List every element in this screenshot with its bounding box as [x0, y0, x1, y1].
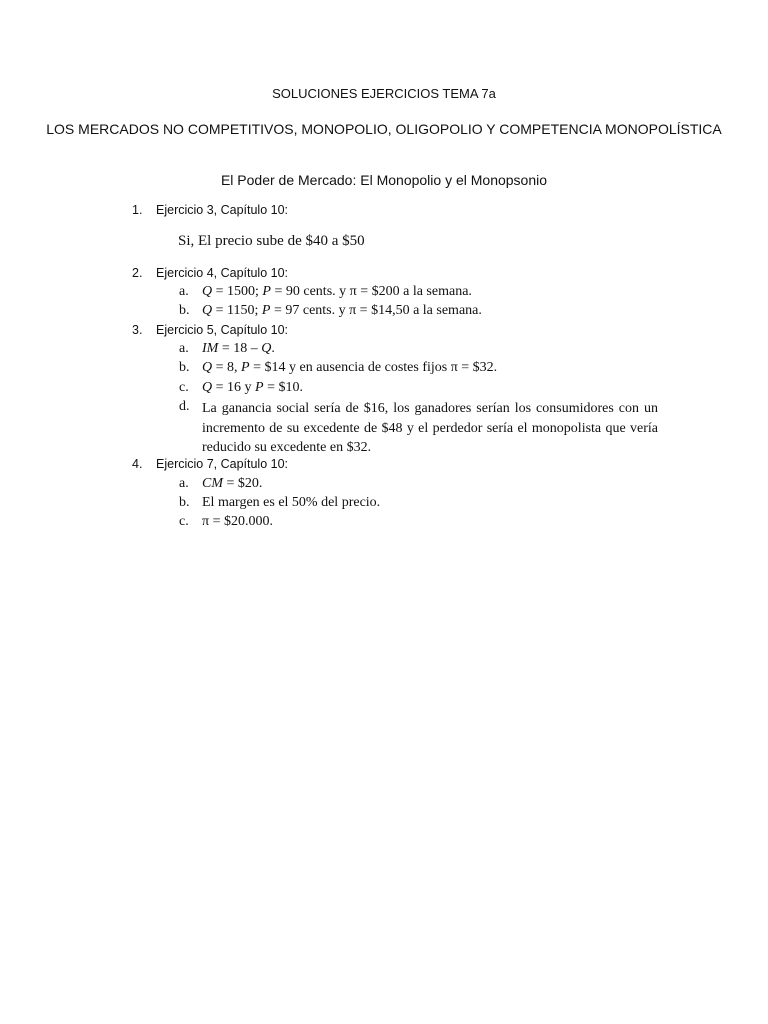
item-answer: CM = $20.: [202, 476, 263, 491]
item-letter: c.: [179, 380, 189, 395]
item-answer: El margen es el 50% del precio.: [202, 495, 381, 510]
exercise-number: 4.: [132, 457, 143, 471]
item-letter: b.: [179, 495, 190, 510]
page-subtitle: LOS MERCADOS NO COMPETITIVOS, MONOPOLIO, OLIGOPOLIO Y COMPETENCIA MONOPOLÍSTICA: [46, 121, 722, 137]
item-letter: a.: [179, 341, 189, 356]
item-letter: a.: [179, 284, 189, 299]
item-answer: Q = 16 y P = $10.: [202, 380, 303, 395]
exercise-number: 3.: [132, 323, 143, 337]
item-letter: c.: [179, 514, 189, 529]
item-answer: Q = 1500; P = 90 cents. y π = $200 a la semana.: [202, 284, 472, 299]
exercise-heading: Ejercicio 4, Capítulo 10:: [156, 266, 289, 280]
exercise-heading: Ejercicio 7, Capítulo 10:: [156, 457, 289, 471]
item-answer: π = $20.000.: [202, 514, 273, 529]
item-letter: b.: [179, 303, 190, 318]
exercise-number: 1.: [132, 203, 143, 217]
item-answer: Q = 1150; P = 97 cents. y π = $14,50 a la semana.: [202, 303, 482, 318]
item-answer: IM = 18 – Q.: [202, 341, 275, 356]
item-letter: a.: [179, 476, 189, 491]
item-answer: La ganancia social sería de $16, los ganadores serían los consumidores con un incremento de su excedente de $48 y el perdedor sería el monopolista que vería reducido su excedente en $32.: [202, 401, 658, 455]
section-title: El Poder de Mercado: El Monopolio y el Monopsonio: [220, 172, 548, 188]
exercise-heading: Ejercicio 3, Capítulo 10:: [156, 203, 289, 217]
exercise-number: 2.: [132, 266, 143, 280]
item-letter: d.: [179, 399, 190, 414]
page-title: SOLUCIONES EJERCICIOS TEMA 7a: [272, 86, 496, 101]
item-answer: Q = 8, P = $14 y en ausencia de costes fijos π = $32.: [202, 360, 498, 375]
exercise-heading: Ejercicio 5, Capítulo 10:: [156, 323, 289, 337]
item-letter: b.: [179, 360, 190, 375]
exercise-answer: Si, El precio sube de $40 a $50: [178, 233, 365, 249]
